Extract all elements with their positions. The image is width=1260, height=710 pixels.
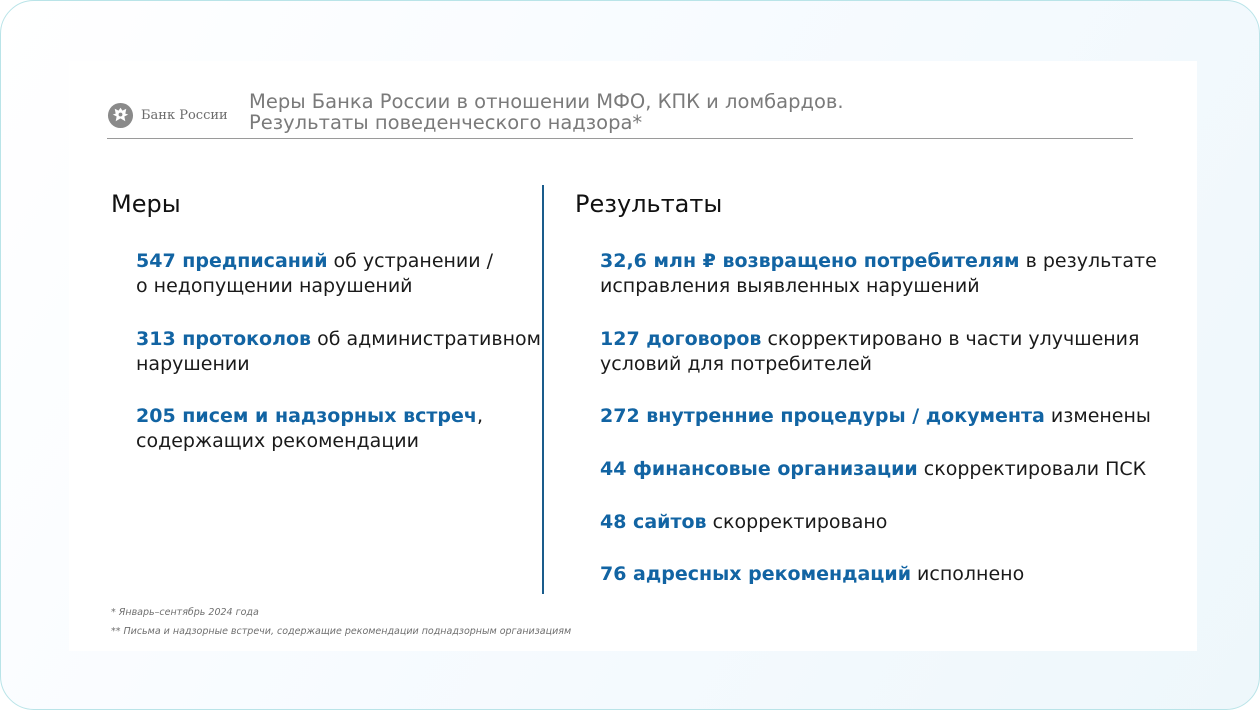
- result-item: [600, 404, 1151, 429]
- result-item: [600, 510, 887, 535]
- result-text: скорректировали ПСК: [917, 458, 1147, 480]
- measure-text-line2: содержащих рекомендации: [136, 430, 419, 452]
- measure-highlight: 313 протоколов: [136, 328, 312, 350]
- measure-text: ,: [476, 405, 483, 427]
- measure-highlight: 205 писем и надзорных встреч: [136, 405, 477, 427]
- result-highlight: 48 сайтов: [600, 511, 707, 533]
- measures-heading: Меры: [111, 190, 181, 218]
- title-line-2: Результаты поведенческого надзора*: [249, 111, 643, 134]
- measure-text-line2: нарушении: [136, 353, 250, 375]
- result-highlight: 32,6 млн ₽ возвращено потребителям: [600, 250, 1020, 272]
- column-divider: [542, 185, 544, 594]
- result-highlight: 44 финансовые организации: [600, 458, 918, 480]
- result-text: исполнено: [911, 563, 1025, 585]
- result-item: [600, 327, 1139, 377]
- measure-item: [136, 249, 493, 299]
- result-text-line2: условий для потребителей: [600, 353, 873, 375]
- page-title: [249, 91, 1109, 133]
- logo-text: Банк России: [141, 107, 228, 123]
- bank-of-russia-eagle-icon: [107, 102, 134, 129]
- title-line-1: Меры Банка России в отношении МФО, КПК и ломбардов.: [249, 90, 844, 113]
- result-text: скорректировано в части улучшения: [761, 328, 1140, 350]
- results-heading: Результаты: [575, 190, 723, 218]
- result-highlight: 127 договоров: [600, 328, 762, 350]
- result-text: в результате: [1019, 250, 1157, 272]
- bank-logo: [107, 101, 237, 129]
- footnote-letters: ** Письма и надзорные встречи, содержащие рекомендации поднадзорным организациям: [111, 626, 572, 637]
- result-text: скорректировано: [706, 511, 888, 533]
- measure-text: об административном: [311, 328, 541, 350]
- footnote-period: * Январь–сентябрь 2024 года: [111, 607, 259, 618]
- result-item: [600, 249, 1157, 299]
- measure-text: об устранении /: [327, 250, 494, 272]
- measure-highlight: 547 предписаний: [136, 250, 328, 272]
- result-highlight: 76 адресных рекомендаций: [600, 563, 912, 585]
- result-highlight: 272 внутренние процедуры / документа: [600, 405, 1045, 427]
- result-text: изменены: [1044, 405, 1151, 427]
- measure-item: [136, 404, 483, 454]
- measure-text-line2: о недопущении нарушений: [136, 275, 413, 297]
- slide: [69, 61, 1197, 651]
- header-divider: [107, 138, 1133, 139]
- result-item: [600, 562, 1024, 587]
- result-item: [600, 457, 1146, 482]
- result-text-line2: исправления выявленных нарушений: [600, 275, 980, 297]
- measure-item: [136, 327, 541, 377]
